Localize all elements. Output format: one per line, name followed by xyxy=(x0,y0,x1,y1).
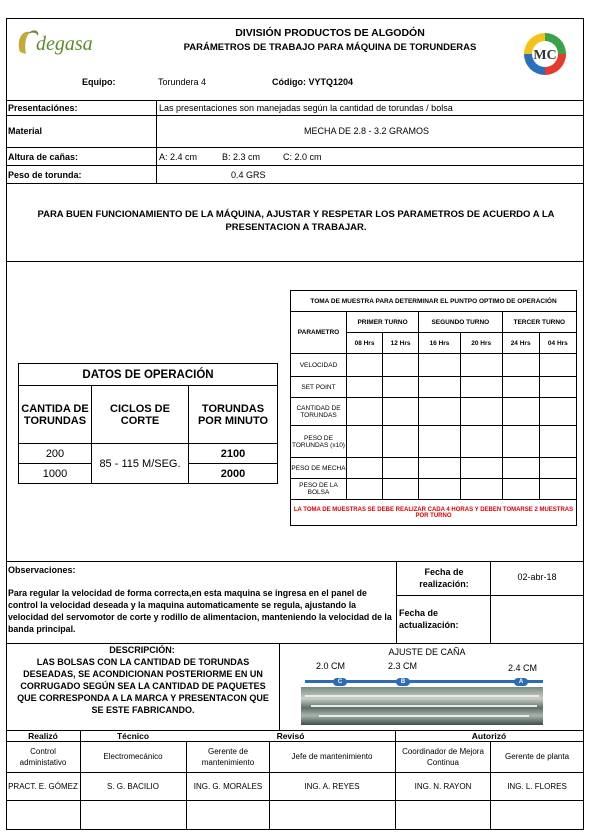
col-ciclos: CICLOS DE CORTE xyxy=(92,386,189,444)
role-cell: Jefe de mantenimiento xyxy=(291,752,373,761)
ajuste-c: 2.0 CM xyxy=(316,661,346,671)
param-label: VELOCIDAD xyxy=(291,354,347,377)
hour-header: 16 Hrs xyxy=(419,333,461,354)
signer-name: S. G. BACILIO xyxy=(106,782,159,791)
mc-logo xyxy=(522,31,568,77)
param-label: SET POINT xyxy=(291,377,347,398)
reviso-header: Revisó xyxy=(276,731,305,741)
material-value: MECHA DE 2.8 - 3.2 GRAMOS xyxy=(304,126,430,136)
badge-b: B xyxy=(396,678,410,686)
operating-notice: PARA BUEN FUNCIONAMIENTO DE LA MÁQUINA, AJUSTAR Y RESPETAR LOS PARAMETROS DE ACUERDO A LA PRESENTACION A TRABAJAR. xyxy=(37,209,555,233)
peso-value: 0.4 GRS xyxy=(231,170,266,180)
altura-c: C: 2.0 cm xyxy=(283,152,322,162)
fecha-actualizacion-label: Fecha de actualización: xyxy=(399,608,459,630)
param-label: CANTIDAD DE TORUNDAS xyxy=(291,398,347,426)
material-label: Material xyxy=(8,126,43,136)
role-cell: Coordinador de Mejora Continua xyxy=(402,747,484,767)
fecha-realizacion-label: Fecha de realización: xyxy=(419,567,469,589)
turno-header: PRIMER TURNO xyxy=(347,312,419,333)
ciclos-value: 85 - 115 M/SEG. xyxy=(92,444,189,484)
descripcion-text: LAS BOLSAS CON LA CANTIDAD DE TORUNDAS DESEADAS, SE ACONDICIONAN POSTERIORME EN UN CORRUGADO SEGÚN SEA LA CANTIDAD DE PAQUETES QUE CORRESPONDA A LA MARCA Y PRESENTACON QUE SE ESTE FABRICANDO. xyxy=(17,657,269,715)
hour-header: 20 Hrs xyxy=(460,333,502,354)
muestra-title: TOMA DE MUESTRA PARA DETERMINAR EL PUNTPO OPTIMO DE OPERACIÓN xyxy=(291,291,577,312)
signer-name: PRACT. E. GÓMEZ xyxy=(8,782,78,791)
hour-header: 12 Hrs xyxy=(383,333,419,354)
codigo: Código: VYTQ1204 xyxy=(272,77,354,87)
signer-name: ING. L. FLORES xyxy=(507,782,567,791)
observaciones-label: Observaciones: xyxy=(8,565,76,575)
presentaciones-label: Presentaciónes: xyxy=(8,103,78,113)
autorizo-header: Autorizó xyxy=(471,731,507,741)
ajuste-a: 2.4 CM xyxy=(508,663,538,673)
mc-logo-text: MC xyxy=(533,48,557,63)
row-torundas: 2100 xyxy=(189,444,278,464)
role-cell: Gerente de mantenimiento xyxy=(201,747,255,767)
signer-name: ING. G. MORALES xyxy=(193,782,263,791)
tecnico-header: Técnico xyxy=(116,731,150,741)
param-label: PESO DE LA BOLSA xyxy=(291,479,347,500)
turno-header: SEGUNDO TURNO xyxy=(419,312,502,333)
fecha-realizacion-value: 02-abr-18 xyxy=(517,572,557,582)
role-cell: Gerente de planta xyxy=(504,752,570,761)
ajuste-label: AJUSTE DE CAÑA xyxy=(388,647,466,657)
degasa-logo xyxy=(14,26,118,60)
hour-header: 08 Hrs xyxy=(347,333,383,354)
document-title: PARÁMETROS DE TRABAJO PARA MÁQUINA DE TORUNDERAS xyxy=(183,42,477,53)
descripcion-label: DESCRIPCIÓN: xyxy=(109,645,175,655)
datos-operacion-table xyxy=(18,363,278,484)
col-cantidad: CANTIDA DE TORUNDAS xyxy=(19,386,92,444)
signer-name: ING. A. REYES xyxy=(304,782,360,791)
row-cantidad: 1000 xyxy=(19,464,92,484)
division-title: DIVISIÓN PRODUCTOS DE ALGODÓN xyxy=(235,27,425,39)
param-label: PESO DE TORUNDAS (x10) xyxy=(291,426,347,458)
equipo-label: Equipo: xyxy=(82,77,116,87)
signer-name: ING. N. RAYON xyxy=(414,782,472,791)
badge-c: C xyxy=(333,678,347,686)
ajuste-b: 2.3 CM xyxy=(388,661,418,671)
peso-label: Peso de torunda: xyxy=(8,170,82,180)
altura-b: B: 2.3 cm xyxy=(222,152,261,162)
hour-header: 04 Hrs xyxy=(539,333,576,354)
row-torundas: 2000 xyxy=(189,464,278,484)
machine-photo xyxy=(301,687,543,725)
role-cell: Electromecánico xyxy=(103,752,163,761)
realizo-header: Realizó xyxy=(28,731,58,741)
logo-text: degasa xyxy=(36,33,93,55)
equipo-value: Torundera 4 xyxy=(158,77,207,87)
altura-a: A: 2.4 cm xyxy=(159,152,198,162)
row-cantidad: 200 xyxy=(19,444,92,464)
muestra-note: LA TOMA DE MUESTRAS SE DEBE REALIZAR CADA 4 HORAS Y DEBEN TOMARSE 2 MUESTRAS POR TURNO xyxy=(291,500,577,526)
col-torundas-min: TORUNDAS POR MINUTO xyxy=(189,386,278,444)
altura-label: Altura de cañas: xyxy=(8,152,79,162)
observaciones-text: Para regular la velocidad de forma correcta,en esta maquina se ingresa en el panel de control la velocidad deseada y la maquina automaticamente se regula, ajustando la velocidad del servomotor de corte y rodillo de alimentacion, manteniendo la velocidad de la banda principal. xyxy=(8,588,392,634)
parametro-header: PARAMETRO xyxy=(291,312,347,354)
badge-a: A xyxy=(514,678,528,686)
datos-title: DATOS DE OPERACIÓN xyxy=(19,364,278,386)
role-cell: Control administativo xyxy=(19,747,67,767)
toma-muestra-table xyxy=(290,290,577,526)
hour-header: 24 Hrs xyxy=(502,333,539,354)
param-label: PESO DE MECHA xyxy=(291,458,347,479)
turno-header: TERCER TURNO xyxy=(502,312,576,333)
presentaciones-value: Las presentaciones son manejadas según la cantidad de torundas / bolsa xyxy=(159,103,453,113)
